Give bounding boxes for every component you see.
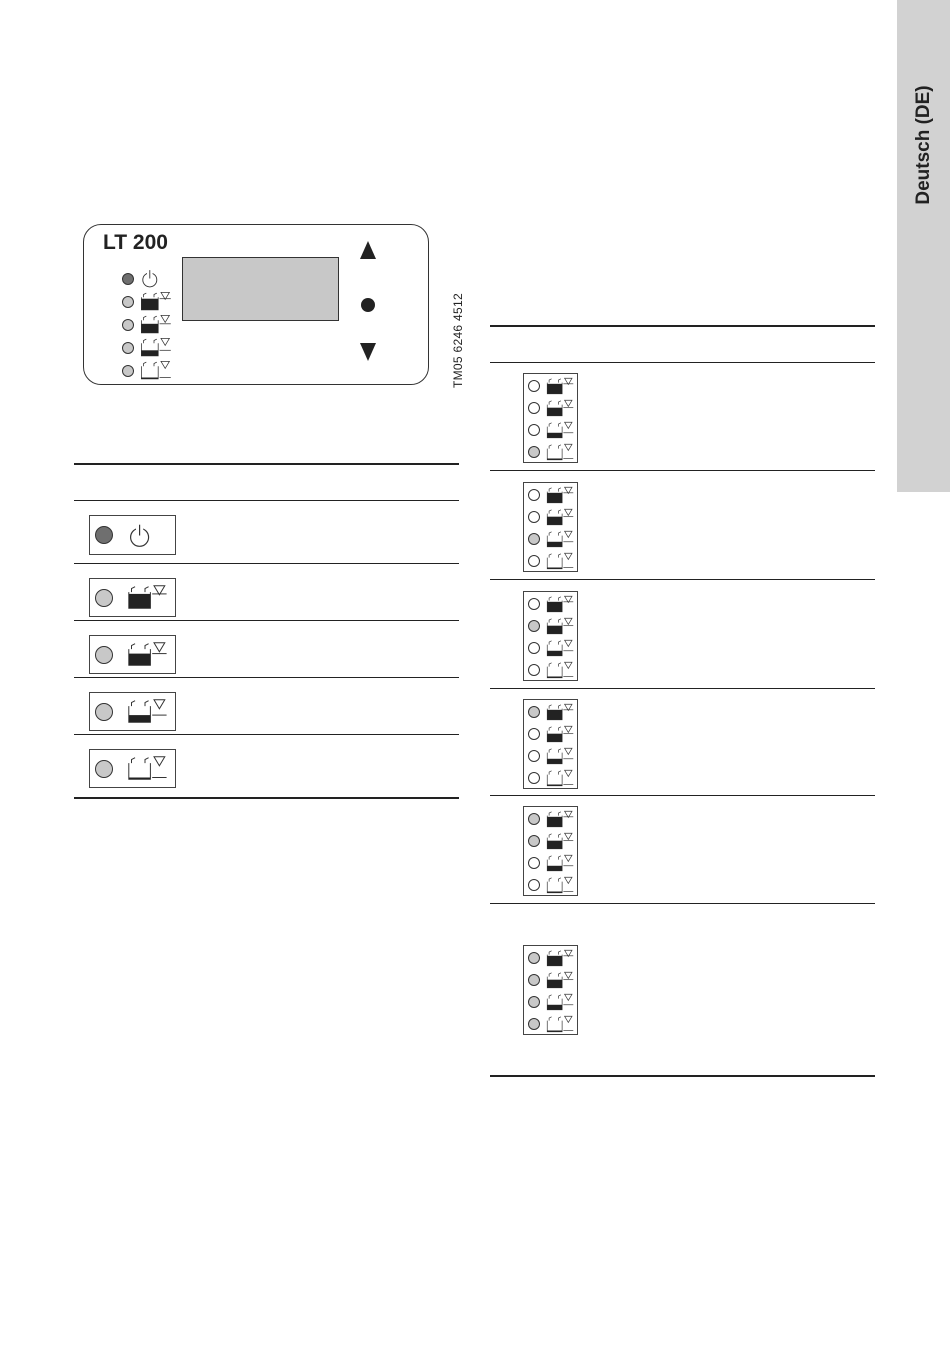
right-table-led-row: [524, 637, 577, 659]
indicator-led: [528, 857, 540, 869]
language-tab-label: Deutsch (DE): [912, 85, 934, 205]
indicator-led: [528, 728, 540, 740]
right-table-led-row: [524, 528, 577, 550]
right-table-led-row: [524, 874, 577, 896]
level-full-icon: [546, 486, 575, 505]
indicator-led: [528, 772, 540, 784]
right-table-symbol-box: [523, 373, 578, 463]
right-table-led-row: [524, 969, 577, 991]
right-table-led-row: [524, 419, 577, 441]
right-table-symbol-box: [523, 699, 578, 789]
level-full-icon: [546, 595, 575, 614]
indicator-led: [528, 620, 540, 632]
indicator-led: [528, 446, 540, 458]
level-full-icon: [546, 703, 575, 722]
right-table-led-row: [524, 830, 577, 852]
indicator-led: [528, 952, 540, 964]
power-icon: [140, 268, 172, 289]
right-table-row-rule: [490, 470, 875, 471]
right-table-symbol-box: [523, 482, 578, 572]
left-table-symbol-box: [89, 749, 176, 788]
level-full-icon: [546, 949, 575, 968]
indicator-led: [528, 1018, 540, 1030]
level-low-icon: [546, 661, 575, 680]
indicator-led: [528, 642, 540, 654]
left-table-header-rule: [74, 500, 459, 501]
level-full-icon: [127, 584, 168, 611]
indicator-led: [528, 835, 540, 847]
indicator-led: [528, 813, 540, 825]
indicator-led: [528, 974, 540, 986]
left-table-row-rule: [74, 734, 459, 735]
right-table-led-row: [524, 745, 577, 767]
indicator-led: [528, 664, 540, 676]
panel-led-row: [122, 336, 172, 359]
level-high-icon: [546, 971, 575, 990]
right-table-header-rule: [490, 362, 875, 363]
indicator-led: [528, 879, 540, 891]
left-table-top-rule: [74, 463, 459, 465]
indicator-led: [122, 273, 134, 285]
level-high-icon: [546, 617, 575, 636]
indicator-led: [122, 296, 134, 308]
right-table-led-row: [524, 615, 577, 637]
level-mid-icon: [140, 337, 172, 358]
indicator-led: [528, 996, 540, 1008]
indicator-led: [528, 555, 540, 567]
indicator-led: [528, 511, 540, 523]
power-icon: [127, 522, 168, 549]
level-mid-icon: [546, 854, 575, 873]
indicator-led: [95, 703, 113, 721]
right-table-led-row: [524, 375, 577, 397]
indicator-led: [528, 402, 540, 414]
right-table-row-rule: [490, 903, 875, 904]
indicator-led: [122, 342, 134, 354]
left-table-symbol-box: [89, 635, 176, 674]
right-table-led-row: [524, 808, 577, 830]
left-table-symbol-box: [89, 578, 176, 617]
left-table-symbol-box: [89, 692, 176, 731]
right-table-led-row: [524, 593, 577, 615]
up-arrow-button: [360, 241, 376, 259]
level-mid-icon: [127, 698, 168, 725]
right-table-led-row: [524, 506, 577, 528]
indicator-led: [95, 589, 113, 607]
right-table-led-row: [524, 947, 577, 969]
right-table-top-rule: [490, 325, 875, 327]
left-table-row-rule: [74, 677, 459, 678]
indicator-led: [95, 646, 113, 664]
figure-code: TM05 6246 4512: [451, 293, 465, 388]
indicator-led: [95, 526, 113, 544]
level-mid-icon: [546, 530, 575, 549]
left-table-symbol-box: [89, 515, 176, 555]
panel-led-row: [122, 313, 172, 336]
panel-title: LT 200: [103, 231, 168, 254]
right-table-led-row: [524, 767, 577, 789]
right-table-bottom-rule: [490, 1075, 875, 1077]
panel-led-row: [122, 359, 172, 382]
level-low-icon: [546, 769, 575, 788]
panel-display: [182, 257, 339, 321]
level-full-icon: [546, 810, 575, 829]
right-table-led-row: [524, 701, 577, 723]
right-table-led-row: [524, 659, 577, 681]
right-table-row-rule: [490, 579, 875, 580]
indicator-led: [95, 760, 113, 778]
ok-button: [361, 298, 375, 312]
level-mid-icon: [546, 639, 575, 658]
right-table-led-row: [524, 550, 577, 572]
indicator-led: [528, 598, 540, 610]
level-high-icon: [127, 641, 168, 668]
level-low-icon: [546, 443, 575, 462]
right-table-led-row: [524, 484, 577, 506]
level-low-icon: [546, 552, 575, 571]
control-panel-illustration: [83, 224, 429, 385]
left-table-row-rule: [74, 563, 459, 564]
panel-led-row: [122, 267, 172, 290]
right-table-row-rule: [490, 688, 875, 689]
level-full-icon: [546, 377, 575, 396]
indicator-led: [122, 365, 134, 377]
level-high-icon: [546, 508, 575, 527]
level-high-icon: [546, 725, 575, 744]
level-low-icon: [127, 755, 168, 782]
left-table-bottom-rule: [74, 797, 459, 799]
language-tab[interactable]: [897, 0, 950, 492]
indicator-led: [528, 380, 540, 392]
left-table-row-rule: [74, 620, 459, 621]
right-table-symbol-box: [523, 806, 578, 896]
indicator-led: [528, 706, 540, 718]
right-table-led-row: [524, 991, 577, 1013]
level-high-icon: [546, 399, 575, 418]
level-high-icon: [140, 314, 172, 335]
right-table-led-row: [524, 723, 577, 745]
right-table-led-row: [524, 441, 577, 463]
panel-led-column: [122, 267, 172, 382]
indicator-led: [528, 424, 540, 436]
right-table-symbol-box: [523, 945, 578, 1035]
indicator-led: [528, 750, 540, 762]
level-high-icon: [546, 832, 575, 851]
right-table-row-rule: [490, 795, 875, 796]
panel-led-row: [122, 290, 172, 313]
down-arrow-button: [360, 343, 376, 361]
right-table-led-row: [524, 852, 577, 874]
right-table-led-row: [524, 397, 577, 419]
indicator-led: [528, 533, 540, 545]
level-low-icon: [546, 876, 575, 895]
level-mid-icon: [546, 747, 575, 766]
level-full-icon: [140, 291, 172, 312]
right-table-led-row: [524, 1013, 577, 1035]
level-mid-icon: [546, 421, 575, 440]
level-mid-icon: [546, 993, 575, 1012]
right-table-symbol-box: [523, 591, 578, 681]
indicator-led: [528, 489, 540, 501]
level-low-icon: [546, 1015, 575, 1034]
indicator-led: [122, 319, 134, 331]
level-low-icon: [140, 360, 172, 381]
